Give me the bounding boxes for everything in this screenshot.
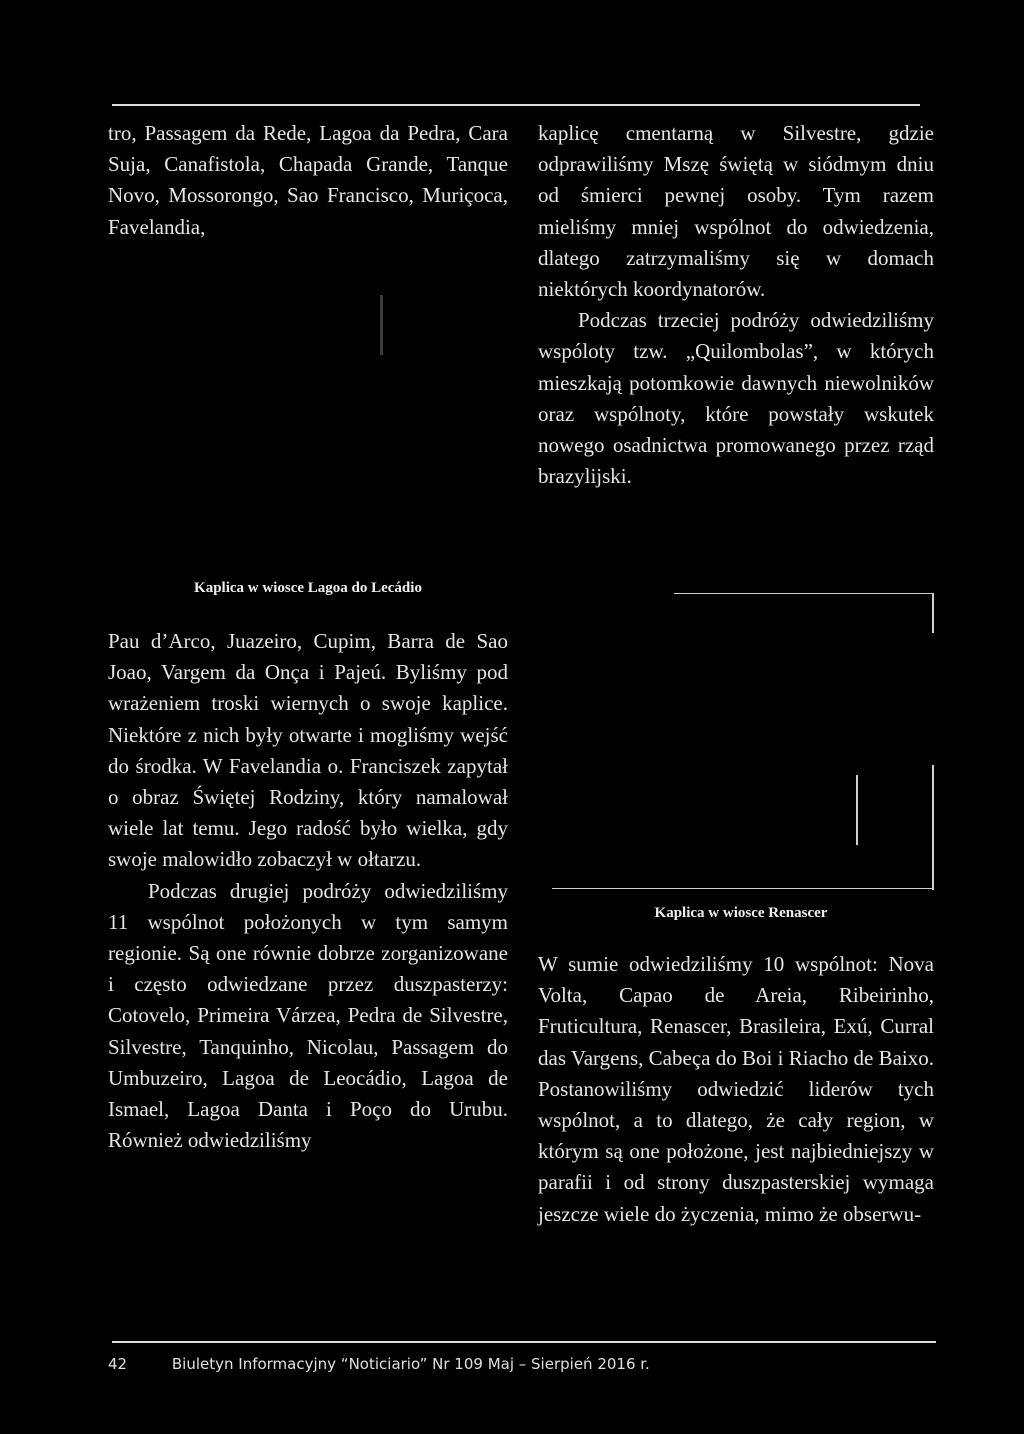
photo-caption-right: Kaplica w wiosce Renascer (654, 905, 828, 921)
column-left-bottom (108, 626, 508, 1156)
frame-right-line-top (932, 593, 934, 633)
photo-speck (380, 295, 383, 355)
column-left-top (108, 118, 508, 243)
frame-bottom-line (552, 888, 934, 889)
photo-caption-left: Kaplica w wiosce Lagoa do Lecádio (194, 580, 422, 596)
paragraph: kaplicę cmentarną w Silvestre, gdzie odprawiliśmy Mszę świętą w siódmym dniu od śmierci pewnej osoby. Tym razem mieliśmy mniej wspólnot do odwiedzenia, dlatego zatrzymaliśmy się w domach niektórych koordynatorów. (538, 121, 934, 302)
paragraph: Pau d’Arco, Juazeiro, Cupim, Barra de Sao Joao, Vargem da Onça i Pajeú. Byliśmy pod wrażeniem troski wiernych o swoje kaplice. Niektóre z nich były otwarte i mogliśmy wejść do środka. W Favelandia o. Franciszek zapytał o obraz Świętej Rodziny, który namalował wiele lat temu. Jego radość było wielka, gdy swoje malowidło zobaczył w ołtarzu. (108, 629, 508, 872)
publication-title: Biuletyn Informacyjny “Noticiario” Nr 109 Maj – Sierpień 2016 r. (171, 1355, 650, 1373)
paragraph: W sumie odwiedziliśmy 10 wspólnot: Nova Volta, Capao de Areia, Ribeirinho, Fruticultura, Renascer, Brasileira, Exú, Curral das Vargens, Cabeça do Boi i Riacho de Baixo. Postanowiliśmy odwiedzić liderów tych wspólnot, a to dlatego, że cały region, w którym są one położone, jest najbiedniejszy w parafii i od strony duszpasterskiej wymaga jeszcze wiele do życzenia, mimo że obserwu- (538, 952, 934, 1226)
column-right-bottom (538, 949, 934, 1230)
column-right-top (538, 118, 934, 492)
top-rule (112, 104, 920, 106)
photo-lagoa-do-lecadio (108, 255, 508, 570)
photo-renascer (548, 590, 934, 890)
page-footer (108, 1355, 650, 1373)
footer-rule (112, 1341, 936, 1343)
frame-top-line (674, 593, 934, 594)
paragraph: Podczas trzeciej podróży odwiedziliśmy wspóloty tzw. „Quilombolas”, w których mieszkają potomkowie dawnych niewolników oraz wspólnoty, które powstały wskutek nowego osadnictwa promowanego przez rząd brazylijski. (538, 308, 934, 489)
frame-inner-line (856, 775, 858, 845)
frame-right-line-bottom (932, 765, 934, 890)
page-number: 42 (108, 1355, 128, 1373)
paragraph: Podczas drugiej podróży odwiedziliśmy 11 wspólnot położonych w tym samym regionie. Są one równie dobrze zorganizowane i często odwiedzane przez duszpasterzy: Cotovelo, Primeira Várzea, Pedra de Silvestre, Silvestre, Tanquinho, Nicolau, Passagem do Umbuzeiro, Lagoa de Leocádio, Lagoa de Ismael, Lagoa Danta i Poço do Urubu. Również odwiedziliśmy (108, 878, 508, 1153)
paragraph: tro, Passagem da Rede, Lagoa da Pedra, Cara Suja, Canafistola, Chapada Grande, Tanque Novo, Mossorongo, Sao Francisco, Muriçoca, Favelandia, (108, 121, 508, 239)
